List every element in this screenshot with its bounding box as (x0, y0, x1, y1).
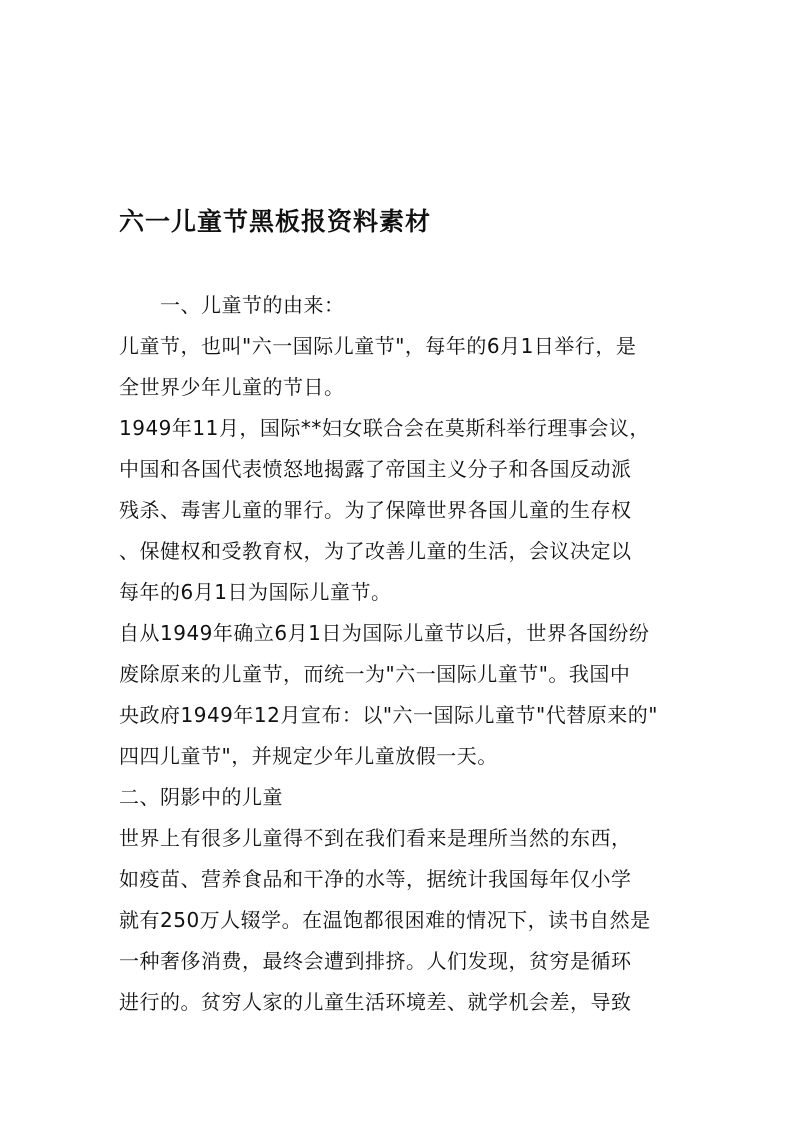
text-line: 、保健权和受教育权，为了改善儿童的生活，会议决定以 (119, 539, 632, 563)
text-line: 进行的。贫穷人家的儿童生活环境差、就学机会差，导致 (119, 990, 632, 1014)
text-line: 全世界少年儿童的节日。 (119, 375, 345, 399)
text-line: 每年的6月1日为国际儿童节。 (119, 580, 392, 604)
text-line: 就有250万人辍学。在温饱都很困难的情况下，读书自然是 (119, 908, 651, 932)
text-line: 废除原来的儿童节，而统一为"六一国际儿童节"。我国中 (119, 662, 631, 686)
document-title: 六一儿童节黑板报资料素材 (119, 207, 432, 236)
text-line: 如疫苗、营养食品和干净的水等，据统计我国每年仅小学 (119, 867, 632, 891)
text-line: 残杀、毒害儿童的罪行。为了保障世界各国儿童的生存权 (119, 498, 632, 522)
text-line: 中国和各国代表愤怒地揭露了帝国主义分子和各国反动派 (119, 457, 632, 481)
text-line: 央政府1949年12月宣布：以"六一国际儿童节"代替原来的" (119, 703, 658, 727)
section-heading: 二、阴影中的儿童 (119, 785, 283, 809)
text-line: 世界上有很多儿童得不到在我们看来是理所当然的东西， (119, 826, 632, 850)
text-line: 一种奢侈消费，最终会遭到排挤。人们发现，贫穷是循环 (119, 949, 632, 973)
text-line: 自从1949年确立6月1日为国际儿童节以后，世界各国纷纷 (119, 621, 650, 645)
text-line: 儿童节，也叫"六一国际儿童节"，每年的6月1日举行，是 (119, 334, 637, 358)
text-line: 1949年11月，国际**妇女联合会在莫斯科举行理事会议， (119, 416, 650, 440)
section-heading: 一、儿童节的由来： (160, 293, 345, 317)
text-line: 四四儿童节"，并规定少年儿童放假一天。 (119, 744, 498, 768)
